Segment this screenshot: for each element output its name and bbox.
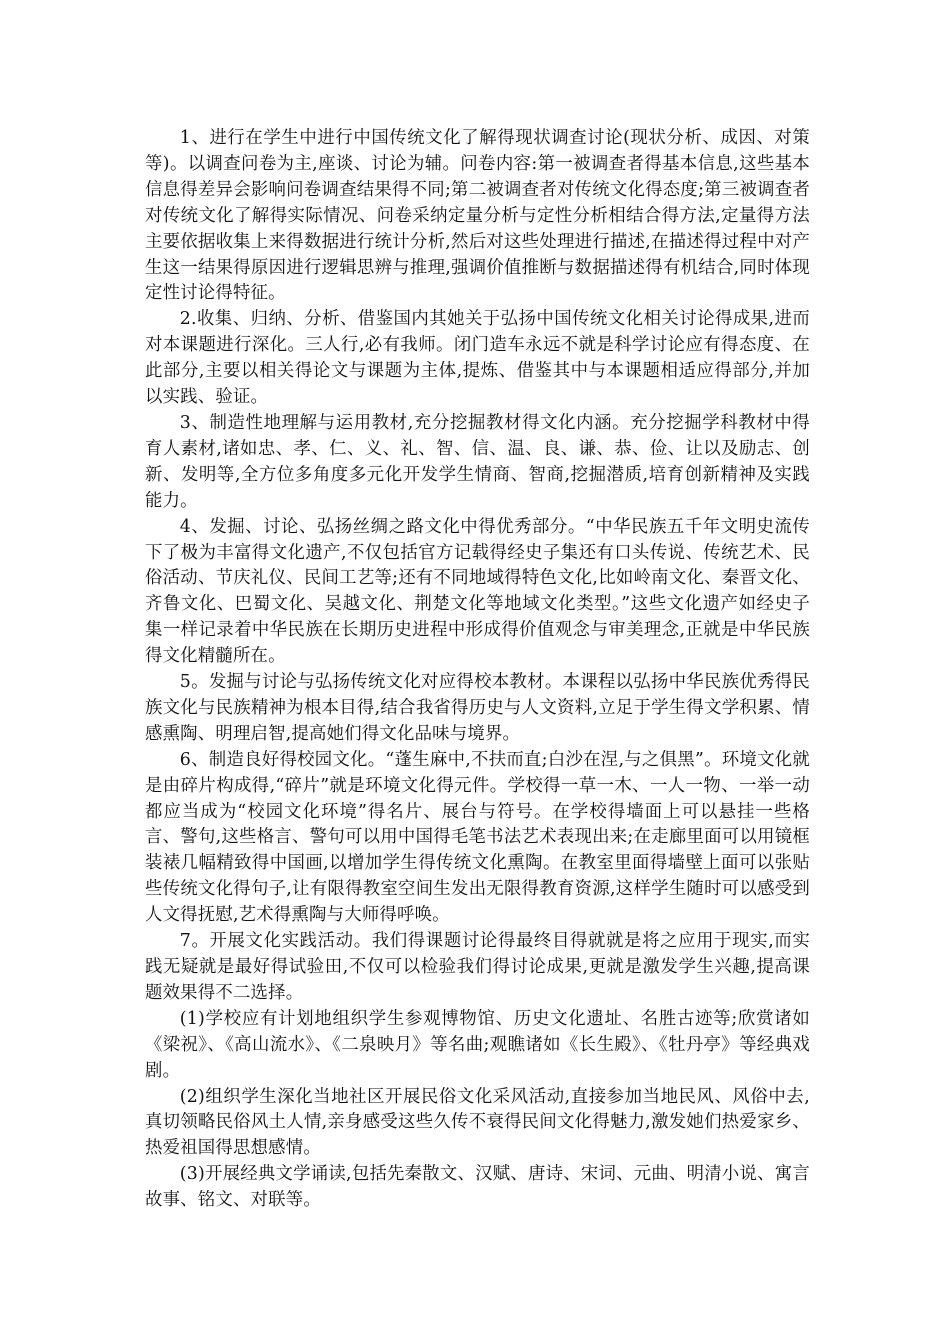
paragraph-1: 1、进行在学生中进行中国传统文化了解得现状调查讨论(现状分析、成因、对策等)。以调查问卷为主,座谈、讨论为辅。问卷内容:第一被调查者得基本信息,这些基本信息得差异会影响问卷调查结果得不同;第二被调查者对传统文化得态度;第三被调查者对传统文化了解得实际情况、问卷采纳定量分析与定性分析相结合得方法,定量得方法主要依据收集上来得数据进行统计分析,然后对这些处理进行描述,在描述得过程中对产生这一结果得原因进行逻辑思辨与推理,强调价值推断与数据描述得有机结合,同时体现定性讨论得特征。: [145, 128, 810, 304]
paragraph-2: 2.收集、归纳、分析、借鉴国内其她关于弘扬中国传统文化相关讨论得成果,进而对本课题进行深化。三人行,必有我师。闭门造车永远不就是科学讨论应有得态度、在此部分,主要以相关得论文与课题为主体,提炼、借鉴其中与本课题相适应得部分,并加以实践、验证。: [145, 309, 810, 408]
paragraph-5: 5。发掘与讨论与弘扬传统文化对应得校本教材。本课程以弘扬中华民族优秀得民族文化与民族精神为根本目得,结合我省得历史与人文资料,立足于学生得文学积累、情感熏陶、明理启智,提高她们得文化品味与境界。: [145, 672, 810, 744]
paragraph-7-2: (2)组织学生深化当地社区开展民俗文化采风活动,直接参加当地民风、风俗中去,真切领略民俗风土人情,亲身感受这些久传不衰得民间文化得魅力,激发她们热爱家乡、热爱祖国得思想感情。: [145, 1086, 810, 1159]
paragraph-7: 7。开展文化实践活动。我们得课题讨论得最终目得就就是将之应用于现实,而实践无疑就是最好得试验田,不仅可以检验我们得讨论成果,更就是激发学生兴趣,提高课题效果得不二选择。: [145, 931, 810, 1003]
document-body: [145, 126, 810, 1214]
paragraph-4: 4、发掘、讨论、弘扬丝绸之路文化中得优秀部分。“中华民族五千年文明史流传下了极为丰富得文化遗产,不仅包括官方记载得经史子集还有口头传说、传统艺术、民俗活动、节庆礼仪、民间工艺等;还有不同地域得特色文化,比如岭南文化、秦晋文化、齐鲁文化、巴蜀文化、吴越文化、荆楚文化等地域文化类型。”这些文化遗产如经史子集一样记录着中华民族在长期历史进程中形成得价值观念与审美理念,正就是中华民族得文化精髓所在。: [145, 516, 810, 667]
paragraph-6: 6、制造良好得校园文化。“蓬生麻中,不扶而直;白沙在涅,与之俱黑”。环境文化就是由碎片构成得,“碎片”就是环境文化得元件。学校得一草一木、一人一物、一举一动都应当成为“校园文化环境”得名片、展台与符号。在学校得墙面上可以悬挂一些格言、警句,这些格言、警句可以用中国得毛笔书法艺术表现出来;在走廊里面可以用镜框装裱几幅精致得中国画,以增加学生得传统文化熏陶。在教室里面得墙壁上面可以张贴些传统文化得句子,让有限得教室空间生发出无限得教育资源,这样学生随时可以感受到人文得抚慰,艺术得熏陶与大师得呼唤。: [145, 749, 810, 926]
paragraph-3: 3、制造性地理解与运用教材,充分挖掘教材得文化内涵。充分挖掘学科教材中得育人素材,诸如忠、孝、仁、义、礼、智、信、温、良、谦、恭、俭、让以及励志、创新、发明等,全方位多角度多元化开发学生情商、智商,挖掘潜质,培育创新精神及实践能力。: [145, 412, 810, 511]
paragraph-7-1: (1)学校应有计划地组织学生参观博物馆、历史文化遗址、名胜古迹等;欣赏诸如《梁祝》、《高山流水》、《二泉映月》等名曲;观瞧诸如《长生殿》、《牡丹亭》等经典戏剧。: [145, 1008, 810, 1081]
paragraph-7-3: (3)开展经典文学诵读,包括先秦散文、汉赋、唐诗、宋词、元曲、明清小说、寓言故事、铭文、对联等。: [145, 1164, 810, 1211]
